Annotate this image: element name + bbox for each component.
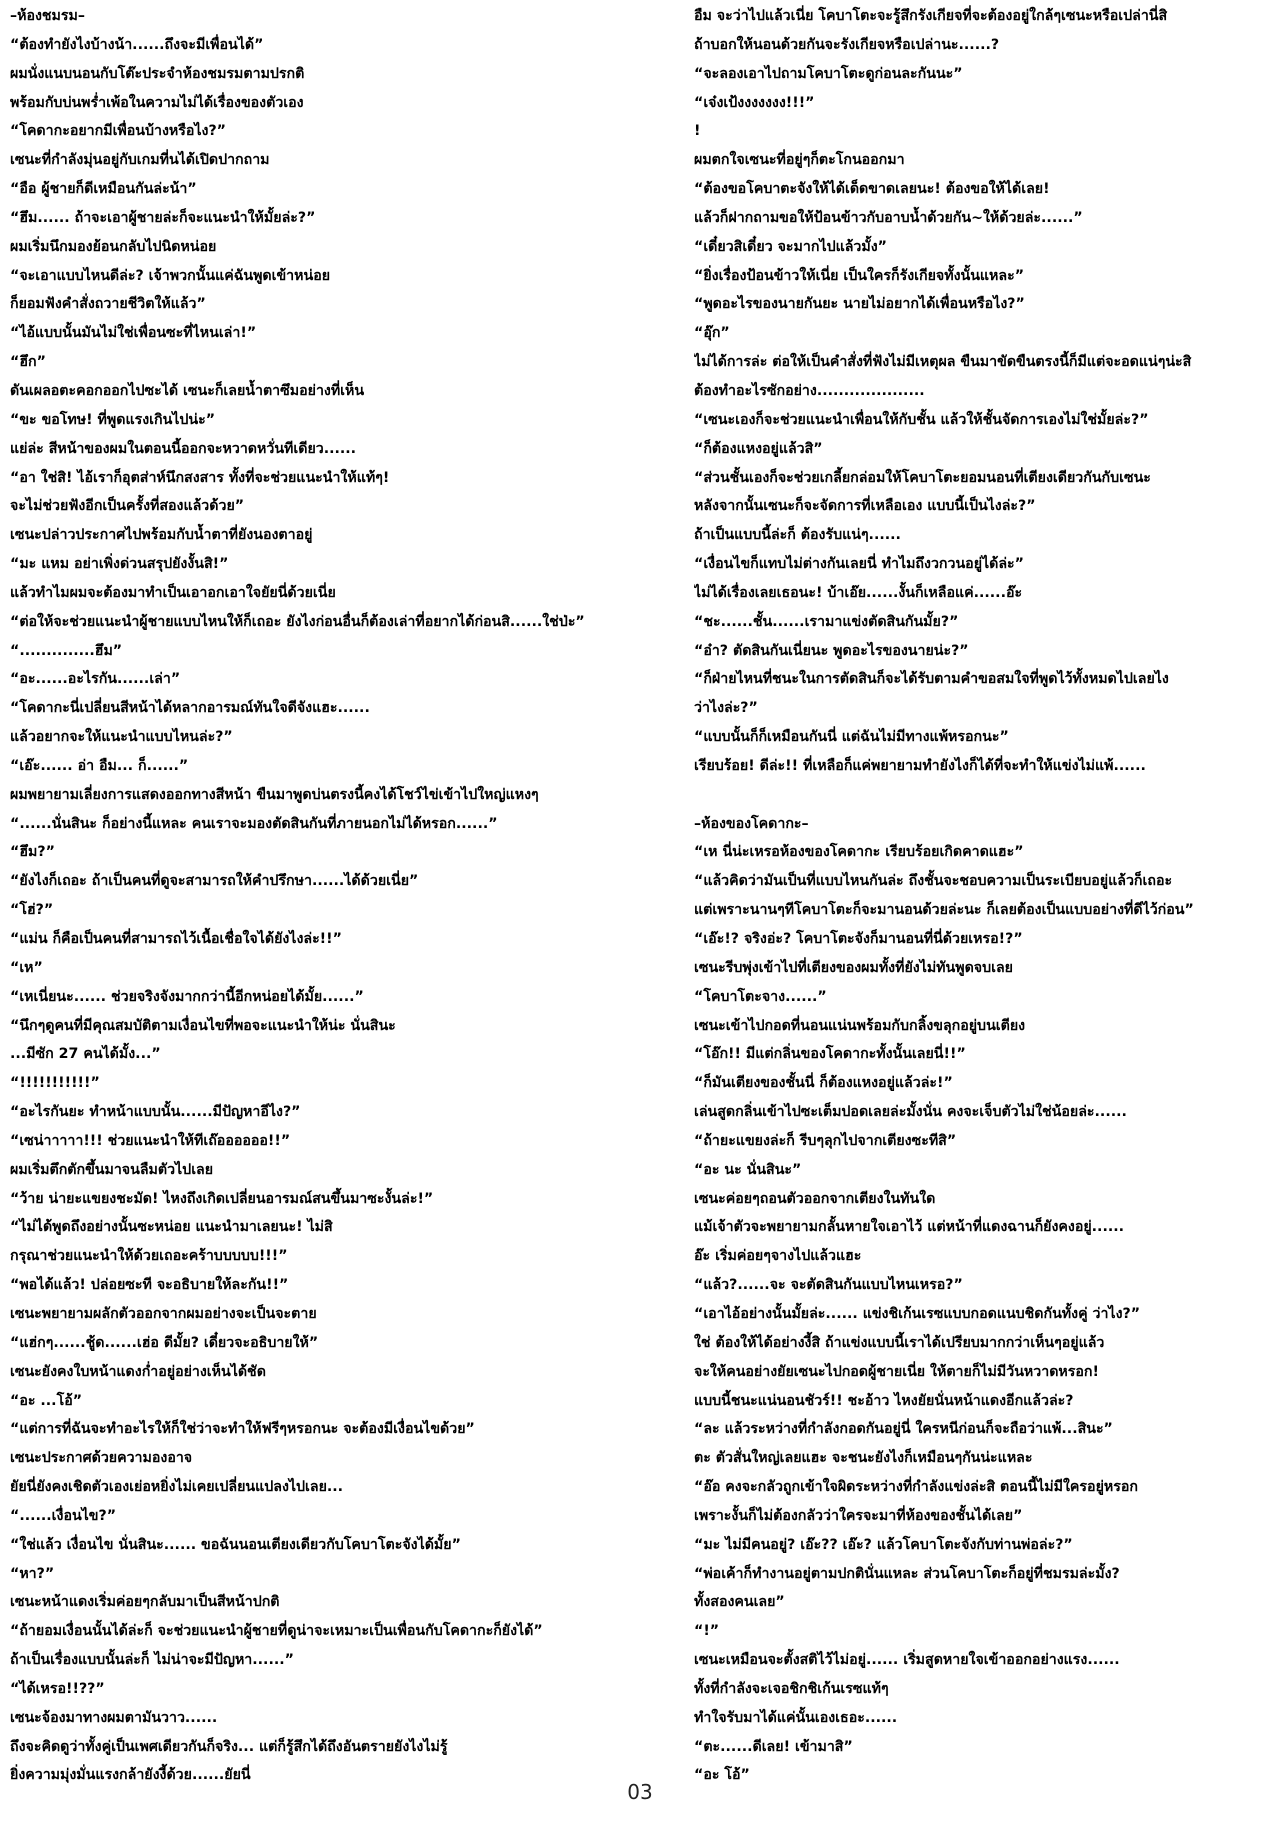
text-line: “เดี๋ยวสิเดี๋ยว จะมากไปแล้วมั้ง” [694, 238, 887, 255]
text-line: อืม จะว่าไปแล้วเนี่ย โคบาโตะจะรู้สึกรังเกียจที่จะต้องอยู่ใกล้ๆเซนะหรือเปล่านี่สิ [694, 8, 1168, 24]
text-line: เล่นสูดกลิ่นเข้าไปซะเต็มปอดเลยล่ะมั้งนั่น คงจะเจ็บตัวไม่ใช่น้อยล่ะ...... [694, 1104, 1127, 1121]
text-line: เพราะงั้นก็ไม่ต้องกลัวว่าใครจะมาที่ห้องของชั้นได้เลย” [694, 1507, 1023, 1524]
text-line: “แม่น ก็คือเป็นคนที่สามารถไว้เนื้อเชื่อใจได้ยังไงล่ะ!!” [10, 931, 342, 947]
text-line: “ต้องทำยังไงบ้างน้า......ถึงจะมีเพื่อนได้” [10, 36, 264, 53]
text-line: เซนะจ้องมาทางผมตามันวาว...... [10, 1709, 218, 1726]
text-line: “ขะ ขอโทษ! ที่พูดแรงเกินไปน่ะ” [10, 411, 216, 428]
text-line: “เห” [10, 959, 43, 976]
text-line: กรุณาช่วยแนะนำให้ด้วยเถอะคร้าบบบบบ!!!” [10, 1248, 288, 1265]
text-line: “ได้เหรอ!!??” [10, 1680, 105, 1697]
text-line: ผมตกใจเซนะที่อยู่ๆก็ตะโกนออกมา [694, 152, 905, 169]
text-line: “..............ฮึม” [10, 642, 123, 659]
text-line: เซนะหน้าแดงเริ่มค่อยๆกลับมาเป็นสีหน้าปกติ [10, 1594, 280, 1611]
text-line: “ยังไงก็เถอะ ถ้าเป็นคนที่ดูจะสามารถให้คำปรึกษา......ได้ด้วยเนี่ย” [10, 873, 419, 890]
text-line: “มะ ไม่มีคนอยู่? เอ๊ะ?? เอ๊ะ? แล้วโคบาโตะจังกับท่านพ่อล่ะ?” [694, 1536, 1073, 1553]
text-line: ทั้งสองคนเลย” [694, 1594, 785, 1611]
text-line: “อะ......อะไรกัน......เล่า” [10, 671, 181, 688]
text-line: เซนะปล่าวประกาศไปพร้อมกับน้ำตาที่ยังนองตาอยู่ [10, 527, 313, 544]
text-line: “!” [694, 1623, 720, 1640]
text-line: “ก็มันเตียงของชั้นนี่ ก็ต้องแหงอยู่แล้วล่ะ!” [694, 1075, 953, 1092]
text-line: ยัยนี่ยังคงเชิดตัวเองเย่อหยิ่งไม่เคยเปลี่ยนแปลงไปเลย... [10, 1479, 344, 1496]
text-line: “พูดอะไรของนายกันยะ นายไม่อยากได้เพื่อนหรือไง?” [694, 296, 1025, 313]
text-line: เซนะค่อยๆถอนตัวออกจากเตียงในทันใด [694, 1190, 936, 1207]
text-line: “โคบาโตะจาง......” [694, 988, 827, 1005]
text-line: ...มีซัก 27 คนได้มั้ง...” [10, 1046, 161, 1063]
text-line: “!!!!!!!!!!!” [10, 1075, 100, 1092]
text-line: “เหเนี่ยนะ...... ช่วยจริงจังมากกว่านี้อีกหน่อยได้มั้ย......” [10, 988, 364, 1005]
text-line: “อะไรกันยะ ทำหน้าแบบนั้น......มีปัญหาอีไง?” [10, 1104, 301, 1121]
text-line: “แต่การที่ฉันจะทำอะไรให้ก็ใช่ว่าจะทำให้ฟรีๆหรอกนะ จะต้องมีเงื่อนไขด้วย” [10, 1421, 475, 1438]
text-line: “แล้ว?......จะ จะตัดสินกันแบบไหนเหรอ?” [694, 1277, 963, 1294]
text-line: เซนะพยายามผลักตัวออกจากผมอย่างจะเป็นจะตาย [10, 1305, 317, 1322]
text-line: ว่าไงล่ะ?” [694, 700, 758, 717]
text-line: “อ๋า? ตัดสินกันเนี่ยนะ พูดอะไรของนายน่ะ?” [694, 642, 969, 659]
text-line: “ก็ต้องแหงอยู่แล้วสิ” [694, 440, 823, 457]
text-line: แล้วทำไมผมจะต้องมาทำเป็นเอาอกเอาใจยัยนี่ด้วยเนี่ย [10, 584, 336, 601]
text-line: –ห้องของโคดากะ– [694, 815, 809, 832]
text-line: “เอ๊ะ...... อ่า อืม... ก็......” [10, 757, 189, 774]
text-line: “ส่วนชั้นเองก็จะช่วยเกลี้ยกล่อมให้โคบาโตะยอมนอนที่เตียงเดียวกันกับเซนะ [694, 469, 1151, 486]
text-line: “โคดากะอยากมีเพื่อนบ้างหรือไง?” [10, 123, 226, 140]
text-line: “......เงื่อนไข?” [10, 1507, 117, 1524]
text-line: “เซนะเองก็จะช่วยแนะนำเพื่อนให้กับชั้น แล้วให้ชั้นจัดการเองไม่ใช่มั้ยล่ะ?” [694, 411, 1149, 428]
text-line: “นึกๆดูคนที่มีคุณสมบัติตามเงื่อนไขที่พอจะแนะนำให้น่ะ นั่นสินะ [10, 1017, 396, 1034]
text-line: “ไม่ได้พูดถึงอย่างนั้นซะหน่อย แนะนำมาเลยนะ! ไม่สิ [10, 1219, 333, 1236]
text-line: ผมนั่งแนบนอนกับโต๊ะประจำห้องชมรมตามปรกติ [10, 65, 305, 82]
text-line: เซนะรีบพุ่งเข้าไปที่เตียงของผมทั้งที่ยังไม่ทันพูดจบเลย [694, 959, 1013, 976]
text-line: “แฮ่กๆ......ชู้ด......เฮ่อ ดีมั้ย? เดี๋ยวจะอธิบายให้” [10, 1334, 319, 1351]
text-line: ดันเผลอตะคอกออกไปซะได้ เซนะก็เลยน้ำตาซึมอย่างที่เห็น [10, 382, 365, 399]
left-text-column [10, 2, 660, 1790]
text-line: “ต่อให้จะช่วยแนะนำผู้ชายแบบไหนให้ก็เถอะ ยังไงก่อนอื่นก็ต้องเล่าที่อยากได้ก่อนสิ......ใช่ป่ะ” [10, 613, 585, 630]
text-line: “แบบนั้นก็ก็เหมือนกันนี่ แต่ฉันไม่มีทางแพ้หรอกนะ” [694, 729, 1009, 746]
text-line: “จะลองเอาไปถามโคบาโตะดูก่อนละกันนะ” [694, 65, 963, 82]
text-line: “เอาไอ้อย่างนั้นมั้ยล่ะ...... แข่งชิเก้นเรซแบบกอดแนบชิดกันทั้งคู่ ว่าไง?” [694, 1305, 1141, 1322]
text-line: พร้อมกับบ่นพร่ำเพ้อในความไม่ได้เรื่องของตัวเอง [10, 94, 304, 111]
text-line: “ตะ......ดีเลย! เข้ามาสิ” [694, 1738, 853, 1755]
text-line: –ห้องชมรม– [10, 8, 85, 24]
text-line: ทำใจรับมาได้แค่นั้นเองเธอะ...... [694, 1709, 898, 1726]
text-line: ถ้าเป็นเรื่องแบบนั้นล่ะก็ ไม่น่าจะมีปัญหา......” [10, 1652, 294, 1669]
text-line: ตะ ตัวสั่นใหญ่เลยแฮะ จะชนะยังไงก็เหมือนๆกันน่ะแหละ [694, 1450, 1033, 1467]
text-line: เซนะเหมือนจะตั้งสติไว้ไม่อยู่...... เริ่มสูดหายใจเข้าออกอย่างแรง...... [694, 1652, 1120, 1669]
text-line: จะให้คนอย่างยัยเซนะไปกอดผู้ชายเนี่ย ให้ตายก็ไม่มีวันหวาดหรอก! [694, 1363, 1099, 1380]
text-line: “โคดากะนี่เปลี่ยนสีหน้าได้หลากอารมณ์ทันใจดีจังแฮะ...... [10, 700, 370, 717]
text-line: “อา ใช่สิ! ไอ้เราก็อุตส่าห์นึกสงสาร ทั้งที่จะช่วยแนะนำให้แท้ๆ! [10, 469, 390, 486]
text-line: ใช่ ต้องให้ได้อย่างงี้สิ ถ้าแข่งแบบนี้เราได้เปรียบมากกว่าเห็นๆอยู่แล้ว [694, 1334, 1105, 1351]
text-line: “หา?” [10, 1565, 55, 1582]
text-line: “อะ นะ นั่นสินะ” [694, 1161, 802, 1178]
text-line: เรียบร้อย! ดีล่ะ!! ที่เหลือก็แค่พยายามทำยังไงก็ได้ที่จะทำให้แข่งไม่แพ้...... [694, 757, 1146, 774]
text-line: “อือ ผู้ชายก็ดีเหมือนกันล่ะน้า” [10, 181, 197, 198]
text-line: “พอได้แล้ว! ปล่อยซะที จะอธิบายให้ละกัน!!” [10, 1277, 289, 1294]
text-line: “ละ แล้วระหว่างที่กำลังกอดกันอยู่นี่ ใครหนีก่อนก็จะถือว่าแพ้...สินะ” [694, 1421, 1113, 1438]
text-line: “อุ๊ก” [694, 325, 730, 342]
text-line: เซนะยังคงใบหน้าแดงก่ำอยู่อย่างเห็นได้ชัด [10, 1363, 266, 1380]
right-text-column [694, 2, 1270, 1790]
text-line: ถึงจะคิดดูว่าทั้งคู่เป็นเพศเดียวกันก็จริง... แต่ก็รู้สึกได้ถึงอันตรายยังไงไม่รู้ [10, 1738, 448, 1755]
text-line: หลังจากนั้นเซนะก็จะจัดการที่เหลือเอง แบบนี้เป็นไงล่ะ?” [694, 498, 1036, 515]
text-line: เซนะที่กำลังมุ่นอยู่กับเกมที่นได้เปิดปากถาม [10, 152, 270, 169]
text-line: “เจ๋งเป้งงงงงงง!!!” [694, 94, 815, 111]
text-line: “ถ้ายอมเงื่อนนั้นได้ล่ะก็ จะช่วยแนะนำผู้ชายที่ดูน่าจะเหมาะเป็นเพื่อนกับโคดากะก็ยังได้” [10, 1623, 543, 1640]
text-line: แม้เจ้าตัวจะพยายามกลั้นหายใจเอาไว้ แต่หน้าที่แดงฉานก็ยังคงอยู่...... [694, 1219, 1124, 1236]
text-line: เซนะเข้าไปกอดที่นอนแน่นพร้อมกับกลิ้งขลุกอยู่บนเตียง [694, 1017, 1026, 1034]
page-number: 03 [627, 1780, 653, 1804]
text-line: ถ้าบอกให้นอนด้วยกันจะรังเกียจหรือเปล่านะ......? [694, 36, 1000, 53]
text-line: ยิ่งความมุ่งมั่นแรงกล้ายังงี้ด้วย......ยัยนี่ [10, 1767, 251, 1784]
text-line: “เห นี่น่ะเหรอห้องของโคดากะ เรียบร้อยเกิดคาดแฮะ” [694, 844, 1024, 861]
text-line: ทั้งที่กำลังจะเจอชิกชิเก้นเรซแท้ๆ [694, 1680, 889, 1697]
text-line: ผมพยายามเลี่ยงการแสดงออกทางสีหน้า ขืนมาพูดบ่นตรงนี้คงได้โชว์ไข่เข้าไปใหญ่แหงๆ [10, 786, 539, 803]
text-line: ไม่ได้การล่ะ ต่อให้เป็นคำสั่งที่ฟังไม่มีเหตุผล ขืนมาขัดขืนตรงนี้ก็มีแต่จะอดแน่ๆน่ะสิ [694, 354, 1192, 371]
text-line: “ถ้ายะแขยงล่ะก็ รีบๆลุกไปจากเตียงซะทีสิ” [694, 1132, 957, 1149]
text-line: แย่ล่ะ สีหน้าของผมในตอนนี้ออกจะหวาดหวั่นทีเดียว...... [10, 440, 357, 457]
text-line: “เอ๊ะ!? จริงอ่ะ? โคบาโตะจังก็มานอนที่นี่ด้วยเหรอ!?” [694, 931, 1023, 947]
text-line: เซนะประกาศด้วยความองอาจ [10, 1450, 193, 1467]
text-line: “ก็ฝ่ายไหนที่ชนะในการตัดสินก็จะได้รับตามคำขอสมใจที่พูดไว้ทั้งหมดไปเลยไง [694, 671, 1169, 688]
text-line: “โอ๊ก!! มีแต่กลิ่นของโคดากะทั้งนั้นเลยนี่!!” [694, 1046, 966, 1063]
text-line: ถ้าเป็นแบบนี้ล่ะก็ ต้องรับแน่ๆ...... [694, 527, 901, 544]
text-line: “ไอ้แบบนั้นมันไม่ใช่เพื่อนซะที่ไหนเล่า!” [10, 325, 257, 342]
text-line: “ว้าย น่ายะแขยงชะมัด! ไหงถึงเกิดเปลี่ยนอารมณ์สนขึ้นมาซะงั้นล่ะ!” [10, 1190, 434, 1207]
text-line: แล้วก็ฝากถามขอให้ป้อนข้าวกับอาบน้ำด้วยกัน~ให้ด้วยล่ะ......” [694, 209, 1083, 226]
text-line: ! [694, 123, 701, 140]
text-line: “เงื่อนไขก็แทบไม่ต่างกันเลยนี่ ทำไมถึงวกวนอยู่ได้ล่ะ” [694, 556, 1024, 573]
text-line: “ฮึม...... ถ้าจะเอาผู้ชายล่ะก็จะแนะนำให้มั้ยล่ะ?” [10, 209, 316, 226]
text-line: ก็ยอมฟังคำสั่งถวายชีวิตให้แล้ว” [10, 296, 206, 313]
text-line: “แล้วคิดว่ามันเป็นที่แบบไหนกันล่ะ ถึงชั้นจะชอบความเป็นระเบียบอยู่แล้วก็เถอะ [694, 873, 1173, 890]
text-line: “มะ แหม อย่าเพิ่งด่วนสรุปยังงั้นสิ!” [10, 556, 229, 573]
text-line: แล้วอยากจะให้แนะนำแบบไหนล่ะ?” [10, 729, 233, 746]
text-line: “เซน่าาาาา!!! ช่วยแนะนำให้ทีเถ๊ออออออ!!” [10, 1132, 291, 1149]
text-line: “ใช่แล้ว เงื่อนไข นั่นสินะ...... ขอฉันนอนเตียงเดียวกับโคบาโตะจังได้มั้ย” [10, 1536, 461, 1553]
text-line: “ฮึก” [10, 354, 46, 371]
text-line: “อะ โอ้” [694, 1767, 750, 1784]
text-line: “โฮ่?” [10, 902, 54, 919]
text-line: “......นั่นสินะ ก็อย่างนี้แหละ คนเราจะมองตัดสินกันที่ภายนอกไม่ได้หรอก......” [10, 815, 498, 832]
text-line: ผมเริ่มนึกมองย้อนกลับไปนิดหน่อย [10, 238, 217, 255]
text-line: “ต้องขอโคบาตะจังให้ได้เด็ดขาดเลยนะ! ต้องขอให้ได้เลย! [694, 181, 1050, 198]
text-line: “ฮึม?” [10, 844, 55, 861]
text-line: อ๊ะ เริ่มค่อยๆจางไปแล้วแฮะ [694, 1248, 862, 1265]
text-line: แบบนี้ชนะแน่นอนชัวร์!! ชะอ้าว ไหงยัยนั่นหน้าแดงอีกแล้วล่ะ? [694, 1392, 1074, 1409]
text-line: ต้องทำอะไรซักอย่าง.................... [694, 382, 925, 399]
text-line: จะไม่ช่วยฟังอีกเป็นครั้งที่สองแล้วด้วย” [10, 498, 245, 515]
text-line: แต่เพราะนานๆทีโคบาโตะก็จะมานอนด้วยล่ะนะ ก็เลยต้องเป็นแบบอย่างที่ดีไว้ก่อน” [694, 902, 1194, 919]
text-line: “จะเอาแบบไหนดีล่ะ? เจ้าพวกนั้นแค่ฉันพูดเข้าหน่อย [10, 267, 331, 284]
text-line: “พ่อเค้าก็ทำงานอยู่ตามปกตินั่นแหละ ส่วนโคบาโตะก็อยู่ที่ชมรมล่ะมั้ง? [694, 1565, 1120, 1582]
text-line: “ยิ่งเรื่องป้อนข้าวให้เนี่ย เป็นใครก็รังเกียจทั้งนั้นแหละ” [694, 267, 1025, 284]
text-line: “อะ ...โอ้” [10, 1392, 83, 1409]
text-line [694, 781, 1270, 810]
text-line: ไม่ได้เรื่องเลยเธอนะ! บ้าเอ๊ย......งั้นก็เหลือแค่......อ๊ะ [694, 584, 1023, 601]
text-line: “อ๊อ คงจะกลัวถูกเข้าใจผิดระหว่างที่กำลังแข่งล่ะสิ ตอนนี้ไม่มีใครอยู่หรอก [694, 1479, 1138, 1496]
text-line: “ชะ......ชั้น......เรามาแข่งตัดสินกันมั้ย?” [694, 613, 959, 630]
text-line: ผมเริ่มตึกตักขึ้นมาจนลืมตัวไปเลย [10, 1161, 214, 1178]
